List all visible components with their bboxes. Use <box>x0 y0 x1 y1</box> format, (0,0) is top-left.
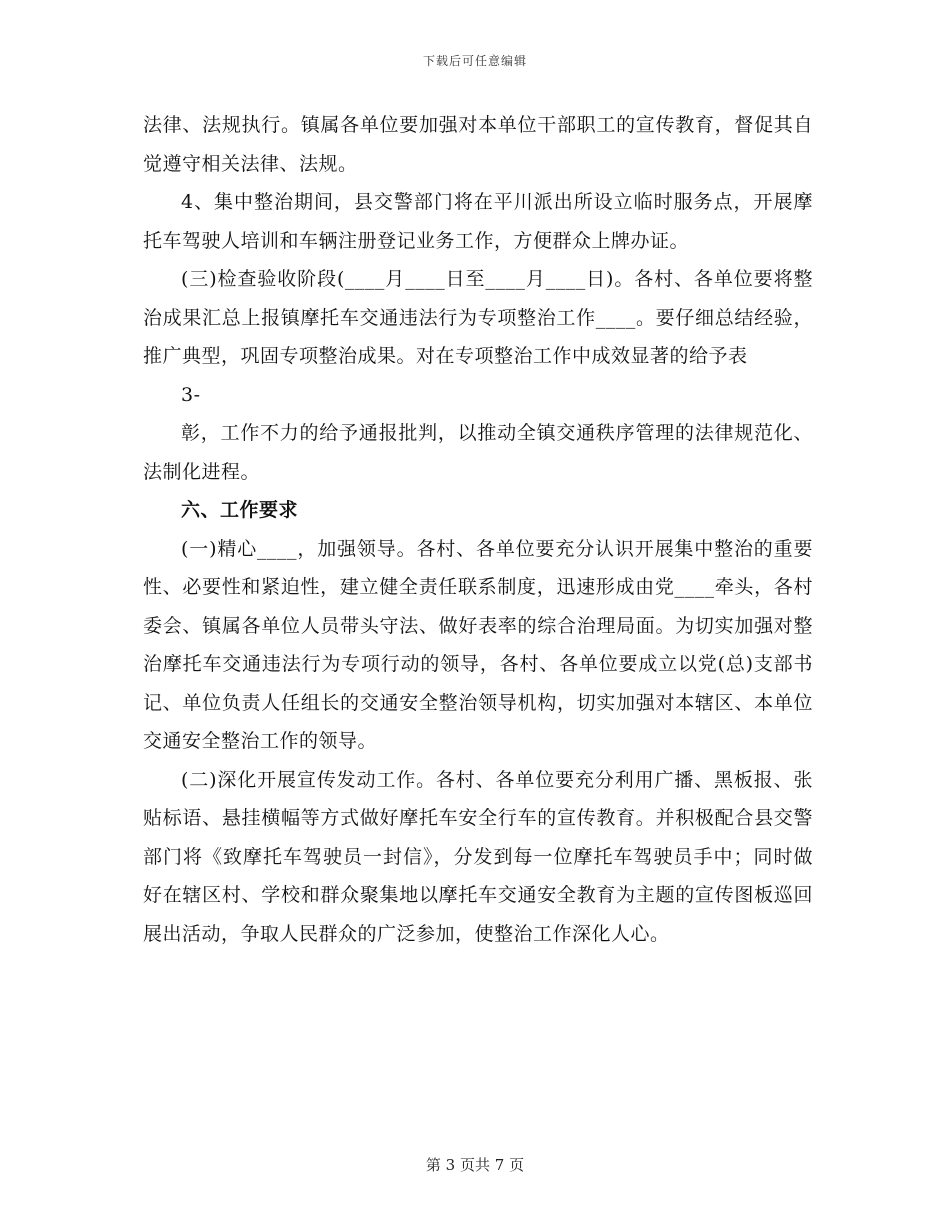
page-footer: 第 3 页共 7 页 <box>425 1156 525 1174</box>
paragraph-inspection-stage: (三)检查验收阶段(____月____日至____月____日)。各村、各单位要将整治成果汇总上报镇摩托车交通违法行为专项整治工作____。要仔细总结经验，推广典型，巩固专项整治成果。对在专项整治工作中成效显著的给予表 <box>143 268 813 367</box>
paragraph-commendation: 彰，工作不力的给予通报批判，以推动全镇交通秩序管理的法律规范化、法制化进程。 <box>143 422 813 483</box>
document-body <box>143 106 813 953</box>
page-header: 下载后可任意编辑 <box>422 54 527 68</box>
page-break-marker: 3- <box>181 383 201 406</box>
paragraph-leadership: (一)精心____，加强领导。各村、各单位要充分认识开展集中整治的重要性、必要性和紧迫性，建立健全责任联系制度，迅速形成由党____牵头，各村委会、镇属各单位人员带头守法、做好表率的综合治理局面。为切实加强对整治摩托车交通违法行为专项行动的领导，各村、各单位要成立以党(总)支部书记、单位负责人任组长的交通安全整治领导机构，切实加强对本辖区、本单位交通安全整治工作的领导。 <box>143 537 813 752</box>
paragraph-item-4: 4、集中整治期间，县交警部门将在平川派出所设立临时服务点，开展摩托车驾驶人培训和车辆注册登记业务工作，方便群众上牌办证。 <box>143 191 813 252</box>
paragraph-publicity: (二)深化开展宣传发动工作。各村、各单位要充分利用广播、黑板报、张贴标语、悬挂横幅等方式做好摩托车安全行车的宣传教育。并积极配合县交警部门将《致摩托车驾驶员一封信》，分发到每一位摩托车驾驶员手中；同时做好在辖区村、学校和群众聚集地以摩托车交通安全教育为主题的宣传图板巡回展出活动，争取人民群众的广泛参加，使整治工作深化人心。 <box>143 768 813 945</box>
paragraph-continuation: 法律、法规执行。镇属各单位要加强对本单位干部职工的宣传教育，督促其自觉遵守相关法律、法规。 <box>143 114 813 175</box>
section-heading-work-requirements: 六、工作要求 <box>181 499 299 521</box>
